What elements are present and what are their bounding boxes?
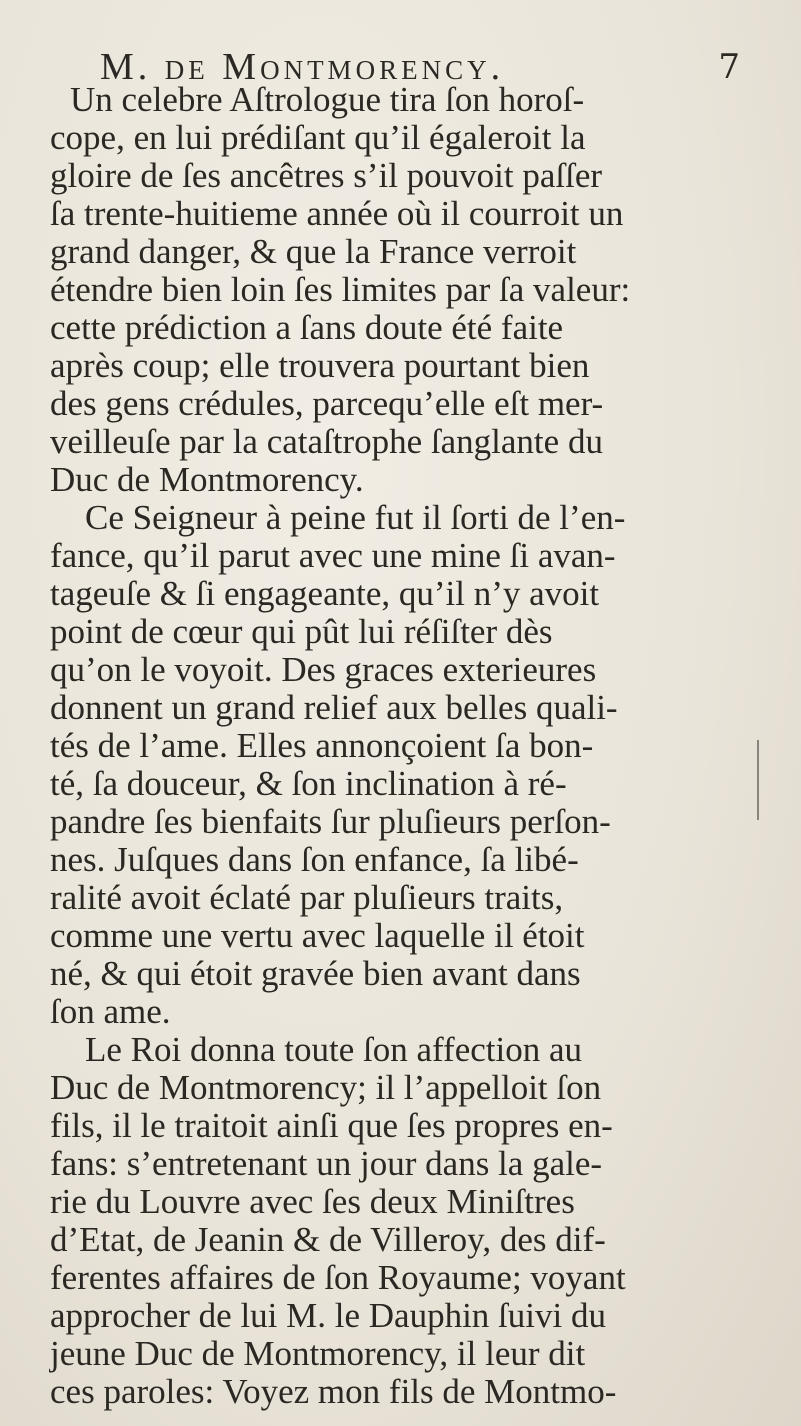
text-line: né, & qui étoit gravée bien avant dans	[50, 954, 581, 993]
text-line: Le Roi donna toute ſon affection au	[85, 1030, 582, 1069]
text-line: tés de l’ame. Elles annonçoient ſa bon-	[50, 726, 594, 765]
text-line: Duc de Montmorency; il l’appelloit ſon	[50, 1068, 602, 1107]
margin-mark	[757, 740, 759, 820]
text-line: fans: s’entretenant un jour dans la gale-	[50, 1144, 603, 1183]
text-line: Un celebre Aſtrologue tira ſon horoſ-	[70, 80, 585, 119]
text-line: comme une vertu avec laquelle il étoit	[50, 916, 585, 955]
running-head: M. de Montmorency.	[100, 46, 505, 88]
text-line: après coup; elle trouvera pourtant bien	[50, 346, 590, 385]
text-line: étendre bien loin ſes limites par ſa valeur:	[50, 270, 631, 309]
text-line: donnent un grand relief aux belles quali-	[50, 688, 618, 727]
text-line: d’Etat, de Jeanin & de Villeroy, des dif-	[50, 1220, 606, 1259]
text-line: té, ſa douceur, & ſon inclination à ré-	[50, 764, 567, 803]
text-line: nes. Juſques dans ſon enfance, ſa libé-	[50, 840, 579, 879]
text-line: tageuſe & ſi engageante, qu’il n’y avoit	[50, 574, 600, 613]
text-line: cette prédiction a ſans doute été faite	[50, 308, 564, 347]
text-line: grand danger, & que la France verroit	[50, 232, 577, 271]
text-line: ralité avoit éclaté par pluſieurs traits,	[50, 878, 564, 917]
text-line: point de cœur qui pût lui réſiſter dès	[50, 612, 553, 651]
text-line: rie du Louvre avec ſes deux Miniſtres	[50, 1182, 575, 1221]
page-number: 7	[718, 47, 740, 87]
text-line: Ce Seigneur à peine fut il ſorti de l’en-	[85, 498, 626, 537]
text-line: gloire de ſes ancêtres s’il pouvoit paſſer	[50, 156, 603, 195]
text-line: jeune Duc de Montmorency, il leur dit	[50, 1334, 586, 1373]
text-line: cope, en lui prédiſant qu’il égaleroit la	[50, 118, 586, 157]
text-line: veilleuſe par la cataſtrophe ſanglante du	[50, 422, 603, 461]
text-line: qu’on le voyoit. Des graces exterieures	[50, 650, 597, 689]
text-line: pandre ſes bienfaits ſur pluſieurs perſon-	[50, 802, 611, 841]
text-line: ces paroles: Voyez mon fils de Montmo-	[50, 1372, 617, 1411]
text-line: ſon ame.	[50, 992, 171, 1031]
text-line: fils, il le traitoit ainſi que ſes propres en-	[50, 1106, 613, 1145]
text-line: des gens crédules, parcequ’elle eſt mer-	[50, 384, 604, 423]
text-line: ferentes affaires de ſon Royaume; voyant	[50, 1258, 626, 1297]
text-line: fance, qu’il parut avec une mine ſi avan-	[50, 536, 616, 575]
text-line: Duc de Montmorency.	[50, 460, 364, 499]
text-line: ſa trente-huitieme année où il courroit un	[50, 194, 624, 233]
text-line: approcher de lui M. le Dauphin ſuivi du	[50, 1296, 606, 1335]
